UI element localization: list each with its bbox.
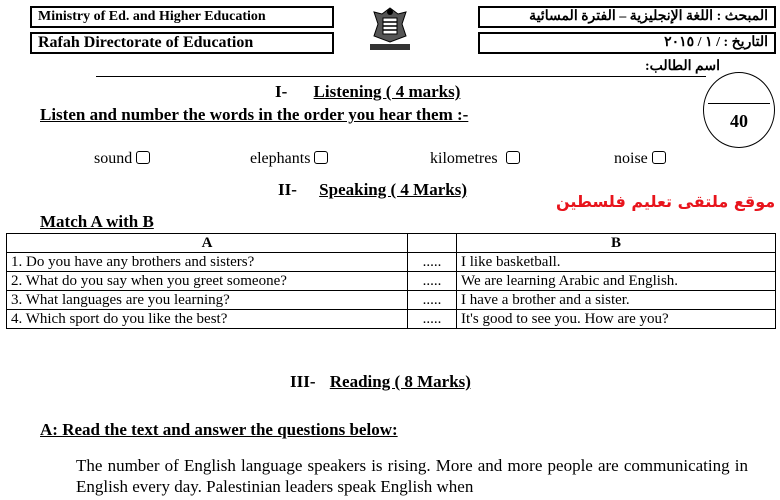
question-cell: 3. What languages are you learning? — [7, 291, 408, 310]
table-row — [7, 253, 776, 272]
subject-label: المبحث : اللغة الإنجليزية – الفترة المسائية — [529, 9, 768, 24]
name-underline — [96, 76, 706, 77]
match-table — [6, 233, 776, 329]
word-item — [94, 150, 150, 168]
listening-heading — [275, 82, 460, 102]
speaking-number: II- — [278, 180, 297, 199]
reading-heading — [290, 372, 471, 392]
response-cell: I have a brother and a sister. — [457, 291, 776, 310]
table-row — [7, 272, 776, 291]
word-label: noise — [614, 150, 648, 167]
checkbox-icon[interactable] — [506, 151, 520, 164]
reading-number: III- — [290, 372, 316, 391]
reading-title: Reading ( 8 Marks) — [329, 372, 471, 391]
question-cell: 2. What do you say when you greet someone? — [7, 272, 408, 291]
date-label: التاريخ : / ١ / ٢٠١٥ — [664, 35, 768, 50]
listening-title: Listening ( 4 marks) — [313, 82, 461, 101]
response-cell: I like basketball. — [457, 253, 776, 272]
answer-blank[interactable]: ..... — [408, 253, 457, 272]
score-circle — [703, 72, 775, 148]
directorate-box — [30, 32, 334, 54]
ministry-label: Ministry of Ed. and Higher Education — [38, 9, 266, 24]
word-label: kilometres — [430, 150, 498, 167]
table-row — [7, 310, 776, 329]
listening-number: I- — [275, 82, 288, 101]
listening-instruction: Listen and number the words in the order you hear them :- — [40, 105, 469, 124]
checkbox-icon[interactable] — [652, 151, 666, 164]
word-item — [430, 150, 520, 168]
student-name-label: اسم الطالب: — [644, 59, 720, 74]
speaking-heading — [278, 180, 467, 200]
table-header-row — [7, 234, 776, 253]
directorate-label: Rafah Directorate of Education — [38, 34, 254, 51]
reading-subtitle: A: Read the text and answer the questions below: — [40, 420, 398, 439]
word-item — [614, 150, 666, 168]
word-item — [250, 150, 328, 168]
answer-blank[interactable]: ..... — [408, 291, 457, 310]
date-box — [478, 32, 776, 54]
ministry-box — [30, 6, 334, 28]
answer-blank[interactable]: ..... — [408, 310, 457, 329]
score-line — [708, 103, 770, 104]
score-value: 40 — [730, 111, 748, 131]
palestine-emblem-icon — [368, 4, 412, 52]
speaking-title: Speaking ( 4 Marks) — [319, 180, 467, 199]
answer-blank[interactable]: ..... — [408, 272, 457, 291]
column-b-header: B — [457, 234, 776, 253]
response-cell: We are learning Arabic and English. — [457, 272, 776, 291]
word-label: elephants — [250, 150, 311, 167]
column-a-header: A — [7, 234, 408, 253]
response-cell: It's good to see you. How are you? — [457, 310, 776, 329]
column-dots-header — [408, 234, 457, 253]
table-row — [7, 291, 776, 310]
reading-passage: The number of English language speakers is rising. More and more people are communicating in English every day. Palestinian leaders speak English when — [76, 456, 748, 496]
subject-box — [478, 6, 776, 28]
match-title: Match A with B — [40, 212, 154, 231]
site-watermark: موقع ملتقى تعليم فلسطين — [556, 192, 776, 211]
checkbox-icon[interactable] — [136, 151, 150, 164]
word-label: sound — [94, 150, 133, 167]
question-cell: 4. Which sport do you like the best? — [7, 310, 408, 329]
checkbox-icon[interactable] — [314, 151, 328, 164]
question-cell: 1. Do you have any brothers and sisters? — [7, 253, 408, 272]
